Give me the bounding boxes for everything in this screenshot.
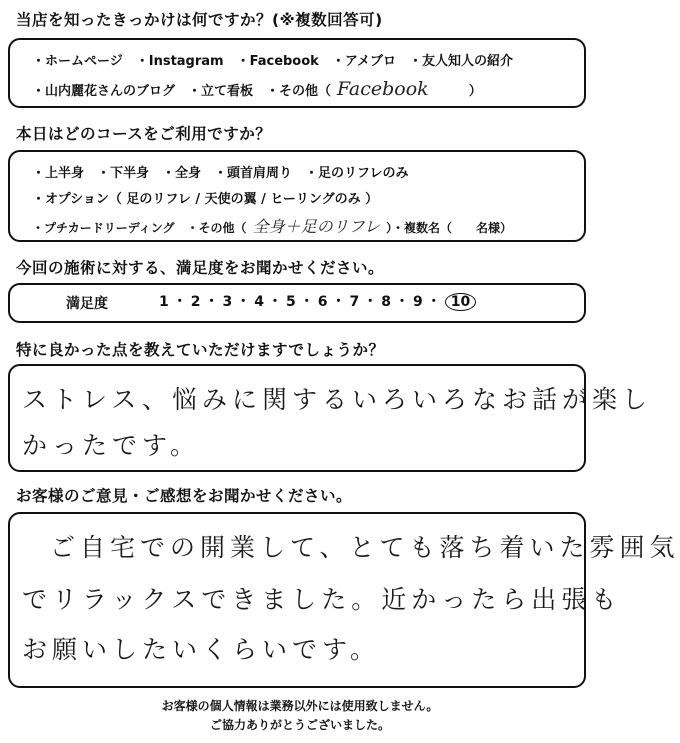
scale-separator: ・: [395, 294, 409, 310]
question-course: 本日はどのコースをご利用ですか？: [16, 125, 272, 143]
scale-value-2: 2: [190, 294, 201, 310]
scale-separator: ・: [204, 294, 219, 310]
course-line: ・上半身 ・下半身 ・全身 ・頭首肩周り ・足のリフレのみ: [32, 166, 409, 181]
answer-box-feedback: [8, 512, 680, 688]
scale-separator: ・: [426, 294, 441, 310]
scale-separator: ・: [331, 294, 346, 310]
options-prefix: ・山内麗花さんのブログ ・立て看板 ・その他（: [32, 84, 332, 99]
options-line: [32, 78, 482, 100]
answer-box-good-points: [8, 364, 653, 472]
answer-box-how-found: [8, 38, 586, 108]
handwritten-answer-line: でリラックスできました。近かったら出張も: [22, 585, 622, 614]
selected-scale-value: 10: [445, 293, 476, 311]
question-good-points: 特に良かった点を教えていただけますでしょうか？: [16, 341, 385, 359]
scale-separator: ・: [236, 294, 251, 310]
footer-privacy-note: お客様の個人情報は業務以外には使用致しません。: [161, 699, 439, 713]
course-line: ・オプション（ 足のリフレ / 天使の翼 / ヒーリングのみ ）: [32, 192, 379, 207]
handwritten-answer-line: ご自宅での開業して、とても落ち着いた雰囲気: [50, 533, 680, 562]
scale-separator: ・: [363, 294, 378, 310]
handwritten-answer-line: ストレス、悩みに関するいろいろなお話が楽し: [22, 385, 653, 414]
scale-separator: ・: [268, 294, 282, 310]
handwritten-other-answer: Facebook: [337, 78, 429, 100]
answer-box-course: [8, 150, 586, 242]
course-suffix: ）・複数名（ 名様）: [385, 221, 512, 235]
question-satisfaction: 今回の施術に対する、満足度をお聞かせください。: [16, 259, 385, 277]
satisfaction-scale: [155, 291, 480, 311]
close-paren: ）: [468, 84, 482, 99]
footer-thanks: ご協力ありがとうございました。: [209, 718, 390, 732]
handwritten-other-course: 全身＋足のリフレ: [252, 217, 380, 236]
answer-box-satisfaction: [8, 283, 586, 323]
handwritten-answer-line: お願いしたいくらいです。: [22, 635, 381, 664]
scale-value-1: 1: [159, 294, 169, 310]
scale-value-7: 7: [349, 294, 360, 310]
satisfaction-label: 満足度: [66, 296, 108, 312]
question-feedback: お客様のご意見・ご感想をお聞かせください。: [16, 487, 353, 505]
scale-value-6: 6: [317, 294, 328, 310]
course-prefix: ・プチカードリーディング ・その他（: [32, 221, 247, 235]
handwritten-answer-line: かったです。: [22, 431, 201, 460]
scale-separator: ・: [299, 294, 314, 310]
options-line: ・ホームページ ・Instagram ・Facebook ・アメブロ ・友人知人の紹介: [32, 54, 514, 69]
scale-value-5: 5: [286, 294, 296, 310]
scale-value-8: 8: [381, 294, 391, 310]
scale-value-4: 4: [254, 294, 264, 310]
course-line: [32, 214, 512, 237]
question-how-found: 当店を知ったきっかけは何ですか？(※複数回答可): [16, 11, 383, 29]
scale-value-9: 9: [413, 294, 423, 310]
scale-separator: ・: [172, 294, 187, 310]
scale-value-3: 3: [222, 294, 233, 310]
